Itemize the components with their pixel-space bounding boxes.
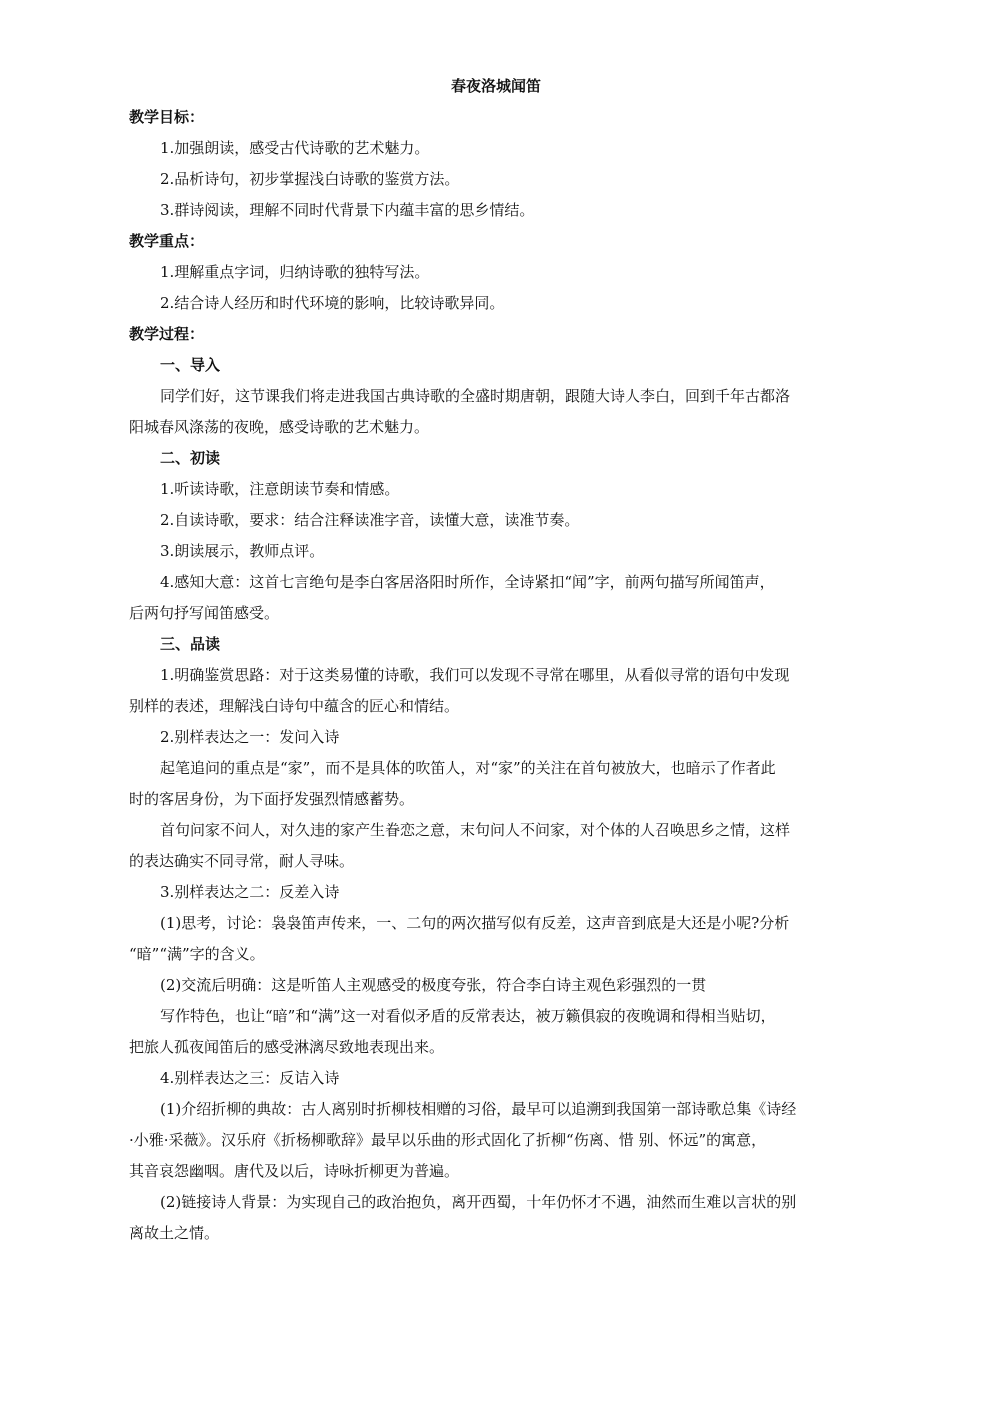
- paragraph-line: 的表达确实不同寻常，耐人寻味。: [129, 852, 355, 870]
- document-title: 春夜洛城闻笛: [450, 77, 541, 95]
- paragraph-line: 时的客居身份，为下面抒发强烈情感蓄势。: [129, 790, 415, 808]
- subsection-heading-first-reading: 二、初读: [160, 449, 221, 467]
- section-heading-key-points: 教学重点：: [129, 232, 205, 250]
- objective-item: 1.加强朗读，感受古代诗歌的艺术魅力。: [160, 139, 430, 157]
- paragraph-line: 4.感知大意：这首七言绝句是李白客居洛阳时所作，全诗紧扣“闻”字，前两句描写所闻笛声，: [160, 573, 775, 591]
- section-heading-process: 教学过程：: [129, 325, 205, 343]
- subsection-heading-close-reading: 三、品读: [160, 635, 221, 653]
- paragraph-line: 阳城春风涤荡的夜晚，感受诗歌的艺术魅力。: [129, 418, 430, 436]
- subsection-heading-intro: 一、导入: [160, 356, 221, 374]
- key-point-item: 1.理解重点字词，归纳诗歌的独特写法。: [160, 263, 430, 281]
- paragraph-line: (1)思考，讨论：袅袅笛声传来，一、二句的两次描写似有反差，这声音到底是大还是小呢?分析: [160, 914, 790, 932]
- paragraph-line: 2.自读诗歌，要求：结合注释读准字音，读懂大意，读准节奏。: [160, 511, 580, 529]
- paragraph-line: 1.听读诗歌，注意朗读节奏和情感。: [160, 480, 400, 498]
- paragraph-line: (2)链接诗人背景：为实现自己的政治抱负，离开西蜀，十年仍怀才不遇，油然而生难以言状的别: [160, 1193, 797, 1211]
- paragraph-line: 同学们好，这节课我们将走进我国古典诗歌的全盛时期唐朝，跟随大诗人李白，回到千年古都洛: [160, 387, 791, 405]
- key-point-item: 2.结合诗人经历和时代环境的影响，比较诗歌异同。: [160, 294, 505, 312]
- paragraph-line: (1)介绍折柳的典故：古人离别时折柳枝相赠的习俗，最早可以追溯到我国第一部诗歌总集《诗经: [160, 1100, 797, 1118]
- paragraph-line: 其音哀怨幽咽。唐代及以后，诗咏折柳更为普遍。: [129, 1162, 460, 1180]
- paragraph-line: 4.别样表达之三：反诘入诗: [160, 1069, 340, 1087]
- paragraph-line: 别样的表述，理解浅白诗句中蕴含的匠心和情结。: [129, 697, 460, 715]
- section-heading-objectives: 教学目标：: [129, 108, 205, 126]
- paragraph-line: 离故土之情。: [129, 1224, 220, 1242]
- paragraph-line: “暗”“满”字的含义。: [129, 945, 265, 963]
- paragraph-line: (2)交流后明确：这是听笛人主观感受的极度夸张，符合李白诗主观色彩强烈的一贯: [160, 976, 707, 994]
- paragraph-line: 写作特色，也让“暗”和“满”这一对看似矛盾的反常表达，被万籁俱寂的夜晚调和得相当贴切，: [160, 1007, 776, 1025]
- paragraph-line: 后两句抒写闻笛感受。: [129, 604, 280, 622]
- paragraph-line: 起笔追问的重点是“家”，而不是具体的吹笛人，对“家”的关注在首句被放大，也暗示了作者此: [160, 759, 776, 777]
- paragraph-line: 3.别样表达之二：反差入诗: [160, 883, 340, 901]
- paragraph-line: 把旅人孤夜闻笛后的感受淋漓尽致地表现出来。: [129, 1038, 445, 1056]
- objective-item: 3.群诗阅读，理解不同时代背景下内蕴丰富的思乡情结。: [160, 201, 535, 219]
- paragraph-line: 3.朗读展示，教师点评。: [160, 542, 325, 560]
- paragraph-line: 1.明确鉴赏思路：对于这类易懂的诗歌，我们可以发现不寻常在哪里，从看似寻常的语句中发现: [160, 666, 790, 684]
- paragraph-line: ·小雅·采薇》。汉乐府《折杨柳歌辞》最早以乐曲的形式固化了折柳“伤离、惜 别、怀远”的寓意，: [129, 1131, 767, 1149]
- paragraph-line: 首句问家不问人，对久违的家产生眷恋之意，末句问人不问家，对个体的人召唤思乡之情，这样: [160, 821, 791, 839]
- objective-item: 2.品析诗句，初步掌握浅白诗歌的鉴赏方法。: [160, 170, 460, 188]
- paragraph-line: 2.别样表达之一：发问入诗: [160, 728, 340, 746]
